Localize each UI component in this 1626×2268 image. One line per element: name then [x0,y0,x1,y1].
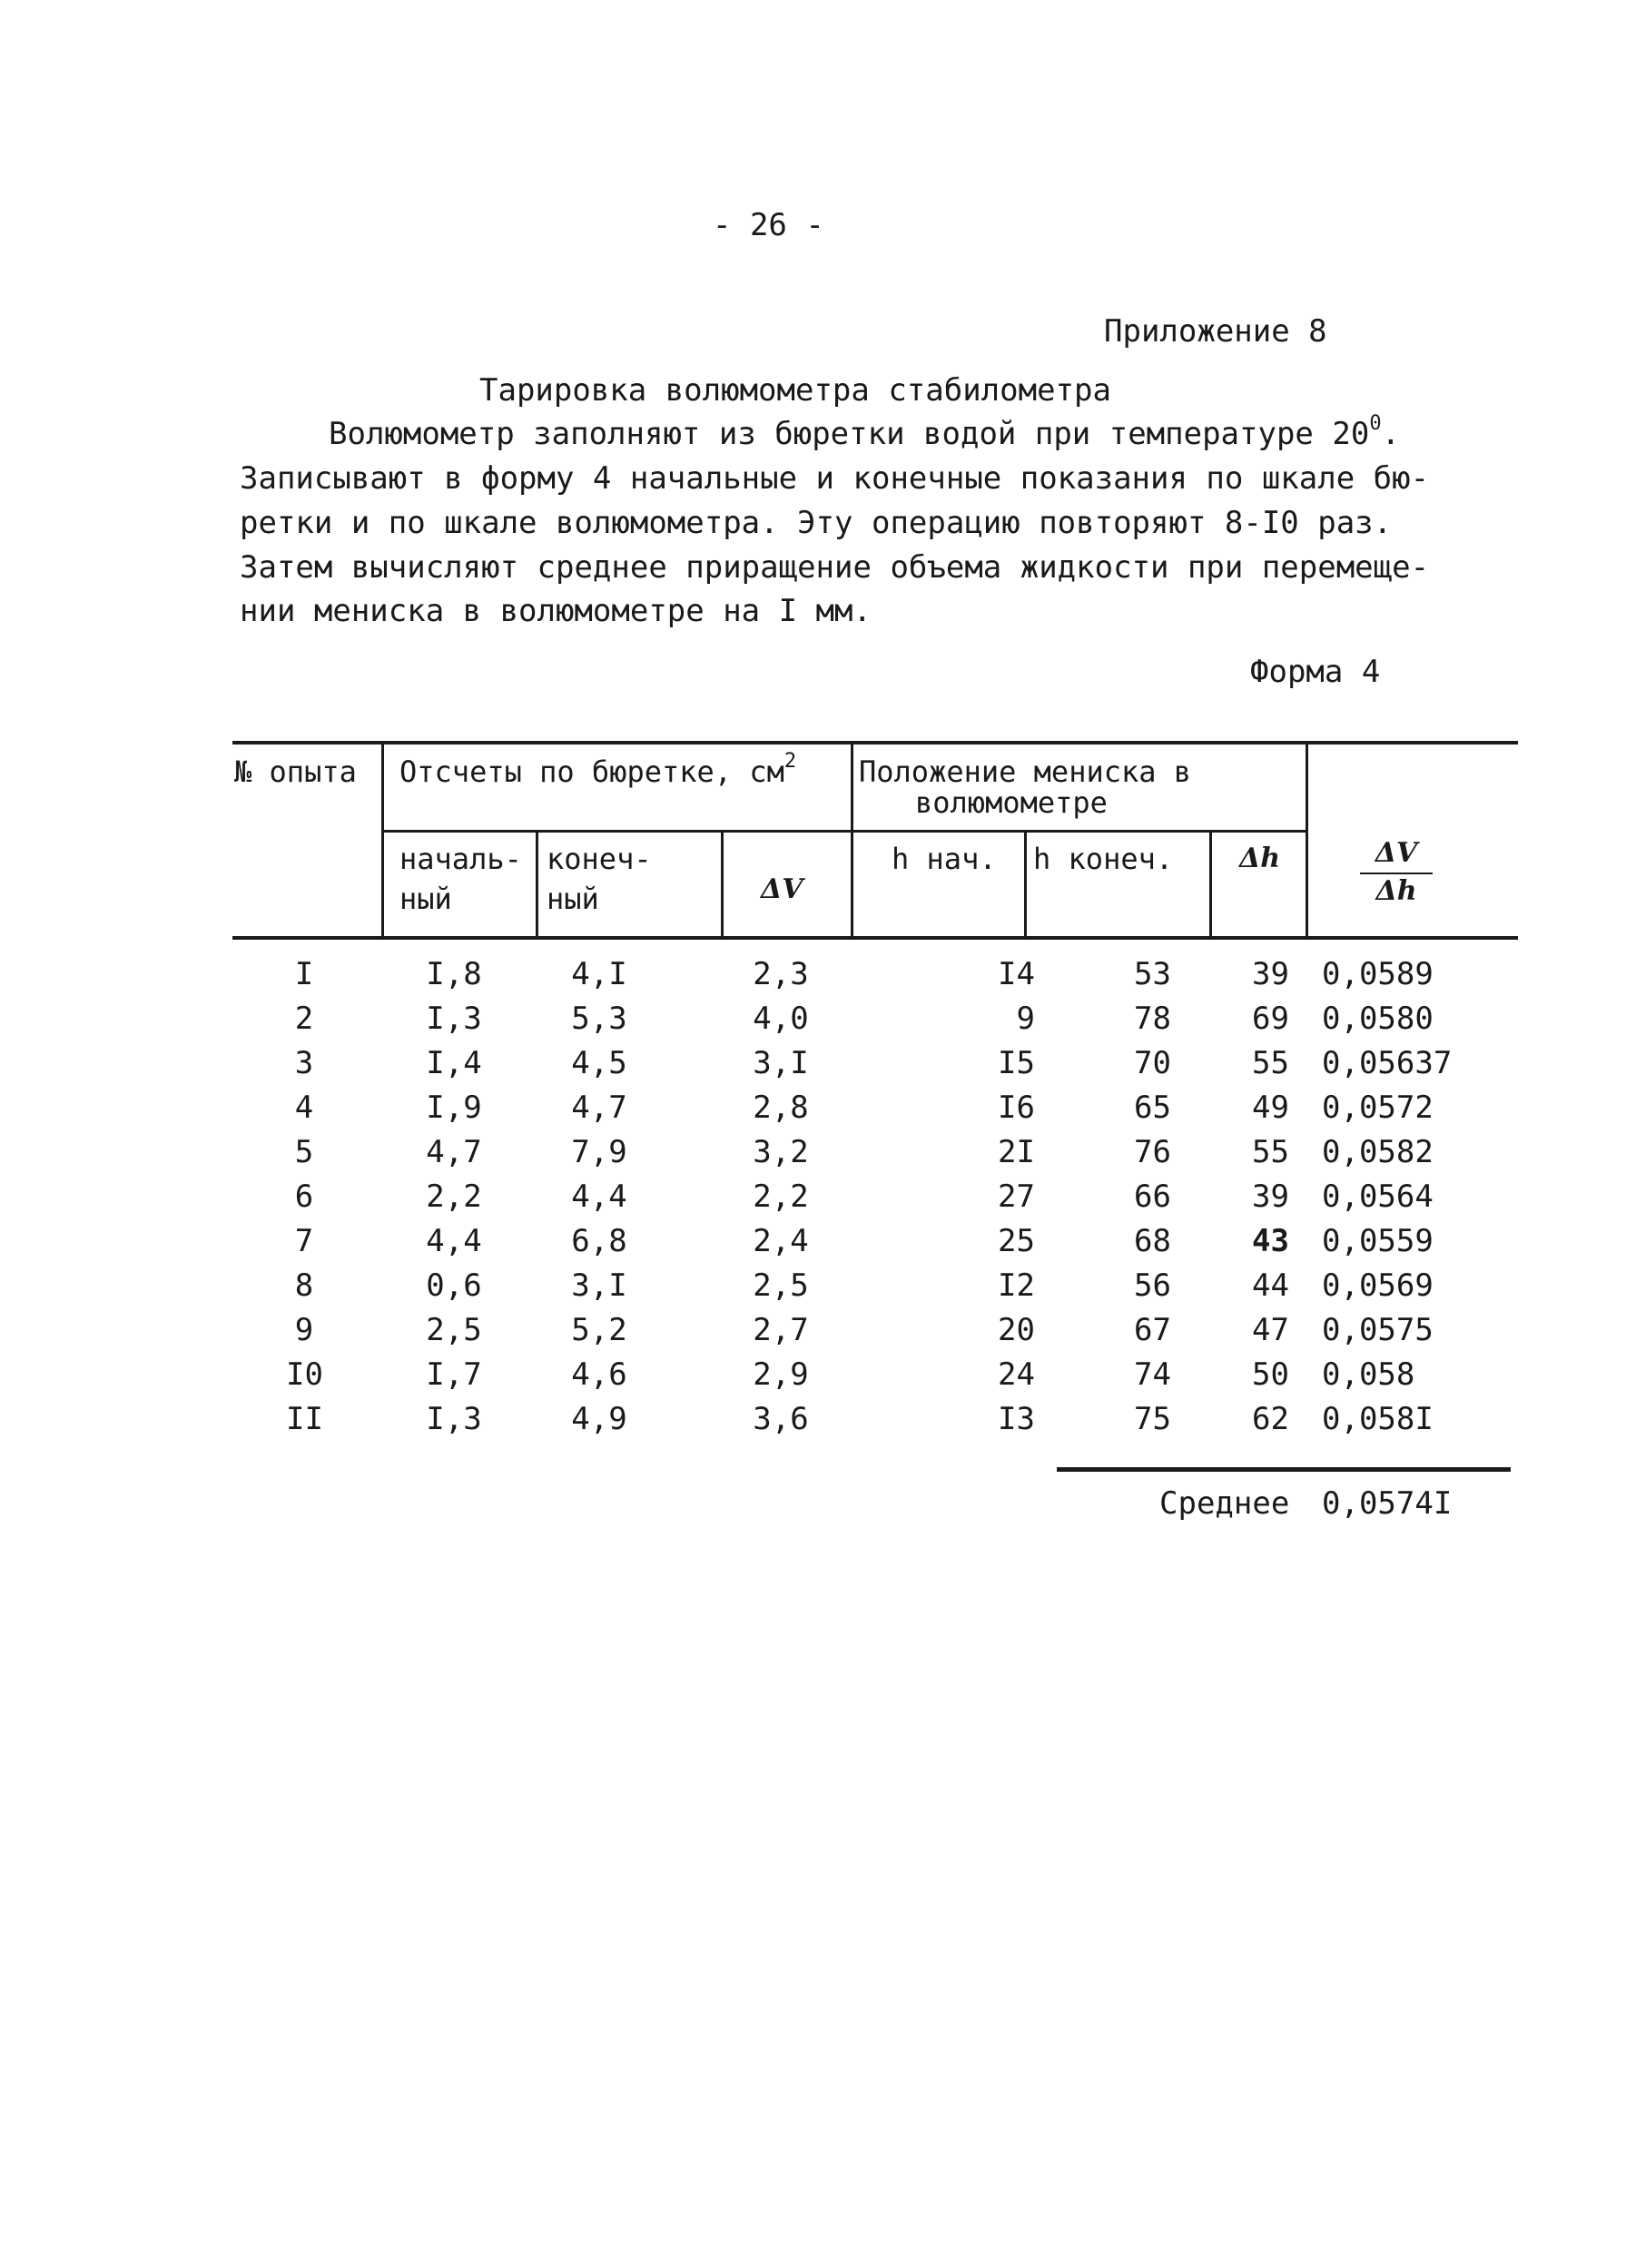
form-label: Форма 4 [1250,654,1381,690]
cell-h-final: 65 [1134,1090,1171,1126]
cell-h-initial: 25 [998,1223,1035,1259]
cell-delta-v: 2,3 [753,956,809,992]
cell-burette-initial: I,9 [426,1090,482,1126]
table-row [0,1223,1626,1267]
cell-burette-initial: 2,5 [426,1312,482,1348]
cell-ratio: 0,0564 [1322,1178,1434,1215]
cell-burette-initial: 4,7 [426,1134,482,1170]
cell-h-final: 75 [1134,1401,1171,1437]
cell-burette-initial: 2,2 [426,1178,482,1215]
cell-delta-v: 3,2 [753,1134,809,1170]
table-row [0,1090,1626,1134]
table-divider [1209,832,1212,937]
cell-burette-final: 3,I [571,1267,627,1304]
header-delta-h: Δh [1239,843,1281,874]
cell-burette-initial: I,8 [426,956,482,992]
header-delta-v: ΔV [761,873,803,905]
paragraph-line-3: ретки и по шкале волюмометра. Эту операцию повторяют 8-I0 раз. [240,505,1393,541]
cell-h-initial: I4 [998,956,1035,992]
cell-delta-h: 55 [1252,1045,1289,1081]
cell-experiment-no: 8 [294,1267,314,1304]
cell-burette-final: 4,7 [571,1090,627,1126]
table-subheader-rule [381,830,1306,833]
section-title: Тарировка волюмометра стабилометра [479,372,1111,409]
header-burette-readings: Отсчеты по бюретке, $см^2$ [399,750,797,789]
table-divider [721,832,724,937]
cell-ratio: 0,0589 [1322,956,1434,992]
cell-delta-v: 3,I [753,1045,809,1081]
cell-experiment-no: 7 [294,1223,314,1259]
cell-burette-final: 5,2 [571,1312,627,1348]
cell-delta-h: 69 [1252,1001,1289,1037]
cell-delta-h: 39 [1252,1178,1289,1215]
cell-h-initial: 20 [998,1312,1035,1348]
table-divider [1024,832,1027,937]
table-row [0,1134,1626,1178]
cell-h-final: 67 [1134,1312,1171,1348]
cell-ratio: 0,0582 [1322,1134,1434,1170]
cell-h-final: 56 [1134,1267,1171,1304]
table-row [0,1356,1626,1401]
average-rule [1057,1467,1511,1472]
cell-burette-final: 7,9 [571,1134,627,1170]
cell-experiment-no: 2 [294,1001,314,1037]
cell-burette-initial: 4,4 [426,1223,482,1259]
cell-experiment-no: 5 [294,1134,314,1170]
cell-burette-initial: 0,6 [426,1267,482,1304]
cell-h-final: 68 [1134,1223,1171,1259]
paragraph-line-5: нии мениска в волюмометре на I мм. [240,593,872,629]
cell-burette-final: 6,8 [571,1223,627,1259]
cell-delta-v: 2,8 [753,1090,809,1126]
header-ratio: ΔV Δh [1360,838,1433,907]
cell-burette-initial: I,7 [426,1356,482,1393]
cell-delta-h: 50 [1252,1356,1289,1393]
cell-experiment-no: I [294,956,314,992]
cell-h-final: 78 [1134,1001,1171,1037]
cell-ratio: 0,0559 [1322,1223,1434,1259]
table-row [0,1178,1626,1223]
cell-delta-h: 55 [1252,1134,1289,1170]
cell-delta-v: 2,5 [753,1267,809,1304]
cell-ratio: 0,058I [1322,1401,1434,1437]
cell-delta-v: 2,7 [753,1312,809,1348]
table-row [0,956,1626,1001]
header-meniscus-position: Положение мениска в волюмометре [859,754,1192,820]
cell-ratio: 0,0580 [1322,1001,1434,1037]
table-divider [381,741,384,937]
cell-ratio: 0,0572 [1322,1090,1434,1126]
table-row [0,1401,1626,1445]
table-row [0,1267,1626,1312]
cell-delta-v: 2,2 [753,1178,809,1215]
cell-experiment-no: 9 [294,1312,314,1348]
cell-burette-final: 5,3 [571,1001,627,1037]
cell-delta-h: 47 [1252,1312,1289,1348]
cell-h-final: 76 [1134,1134,1171,1170]
average-value: 0,0574I [1322,1485,1453,1522]
cell-burette-final: 4,6 [571,1356,627,1393]
cell-delta-h: 44 [1252,1267,1289,1304]
appendix-label: Приложение 8 [1104,313,1327,350]
header-final: конеч- ный [547,842,652,916]
cell-experiment-no: 4 [294,1090,314,1126]
cell-ratio: 0,058 [1322,1356,1415,1393]
paragraph-line-4: Затем вычисляют среднее приращение объема жидкости при перемеще- [240,549,1430,586]
cell-delta-v: 2,9 [753,1356,809,1393]
cell-delta-h: 39 [1252,956,1289,992]
cell-ratio: 0,05637 [1322,1045,1453,1081]
table-row [0,1001,1626,1045]
cell-h-final: 70 [1134,1045,1171,1081]
cell-burette-initial: I,3 [426,1001,482,1037]
cell-burette-final: 4,4 [571,1178,627,1215]
cell-h-final: 53 [1134,956,1171,992]
cell-burette-final: 4,5 [571,1045,627,1081]
cell-h-initial: I5 [998,1045,1035,1081]
table-top-rule [232,741,1518,744]
cell-h-final: 74 [1134,1356,1171,1393]
header-experiment-no: № опыта [234,754,357,789]
cell-burette-initial: I,3 [426,1401,482,1437]
cell-ratio: 0,0575 [1322,1312,1434,1348]
cell-delta-h: 62 [1252,1401,1289,1437]
cell-ratio: 0,0569 [1322,1267,1434,1304]
cell-experiment-no: II [286,1401,323,1437]
table-row [0,1045,1626,1090]
cell-experiment-no: 6 [294,1178,314,1215]
cell-h-initial: I3 [998,1401,1035,1437]
table-divider [851,741,853,937]
cell-h-initial: 9 [1016,1001,1035,1037]
header-h-initial: h нач. [892,842,997,876]
cell-experiment-no: 3 [294,1045,314,1081]
table-divider [1306,741,1308,937]
table-header-bottom-rule [232,936,1518,940]
cell-burette-initial: I,4 [426,1045,482,1081]
cell-delta-v: 3,6 [753,1401,809,1437]
cell-h-initial: 24 [998,1356,1035,1393]
cell-h-final: 66 [1134,1178,1171,1215]
cell-h-initial: 27 [998,1178,1035,1215]
page-number: - 26 - [713,207,824,243]
cell-delta-h: 43 [1252,1223,1289,1259]
cell-h-initial: I2 [998,1267,1035,1304]
cell-experiment-no: I0 [286,1356,323,1393]
cell-burette-final: 4,9 [571,1401,627,1437]
average-label: Среднее [1159,1485,1290,1522]
paragraph-line-1: Волюмометр заполняют из бюретки водой при температуре $20^0$. [329,411,1401,452]
header-initial: началь- ный [399,842,522,916]
cell-delta-v: 4,0 [753,1001,809,1037]
table-row [0,1312,1626,1356]
table-divider [536,832,538,937]
cell-delta-v: 2,4 [753,1223,809,1259]
cell-delta-h: 49 [1252,1090,1289,1126]
cell-burette-final: 4,I [571,956,627,992]
cell-h-initial: 2I [998,1134,1035,1170]
cell-h-initial: I6 [998,1090,1035,1126]
paragraph-line-2: Записывают в форму 4 начальные и конечные показания по шкале бю- [240,460,1430,497]
header-h-final: h конеч. [1033,842,1174,876]
